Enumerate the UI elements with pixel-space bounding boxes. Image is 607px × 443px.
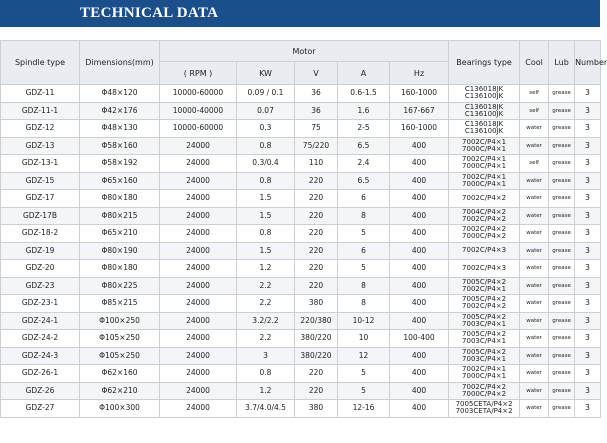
cell-cool: water xyxy=(520,312,549,330)
cell-rpm: 24000 xyxy=(160,312,237,330)
bearing-line: 7002C/P4×2 xyxy=(462,382,507,391)
technical-data-table-wrap xyxy=(0,40,607,418)
cell-lub: grease xyxy=(549,382,575,400)
cell-dimensions: Φ85×215 xyxy=(80,295,160,313)
cell-spindle-type: GDZ-24-1 xyxy=(1,312,80,330)
bearing-line: 7002C/P4×2 xyxy=(462,193,507,202)
bearing-line: 7002C/P4×1 xyxy=(462,137,507,146)
cell-number: 3 xyxy=(575,172,601,190)
bearing-line: 7005C/P4×2 xyxy=(462,312,507,321)
cell-rpm: 24000 xyxy=(160,155,237,173)
cell-cool: self xyxy=(520,85,549,103)
cell-hz: 400 xyxy=(390,172,449,190)
cell-cool: self xyxy=(520,102,549,120)
cell-rpm: 24000 xyxy=(160,295,237,313)
cell-lub: grease xyxy=(549,190,575,208)
bearing-line: 7002C/P4×1 xyxy=(462,365,507,374)
cell-cool: water xyxy=(520,172,549,190)
col-header-cool: Cool xyxy=(520,41,549,85)
cell-a: 6.5 xyxy=(338,137,390,155)
cell-a: 1.6 xyxy=(338,102,390,120)
cell-number: 3 xyxy=(575,400,601,418)
cell-bearings xyxy=(449,330,520,348)
cell-lub: grease xyxy=(549,242,575,260)
cell-hz: 167-667 xyxy=(390,102,449,120)
bearing-line: 7002C/P4×3 xyxy=(462,246,507,255)
cell-lub: grease xyxy=(549,347,575,365)
cell-spindle-type: GDZ-13 xyxy=(1,137,80,155)
cell-bearings xyxy=(449,190,520,208)
cell-rpm: 24000 xyxy=(160,225,237,243)
table-row xyxy=(1,312,601,330)
cell-cool: water xyxy=(520,295,549,313)
cell-kw: 0.8 xyxy=(237,225,295,243)
cell-hz: 160-1000 xyxy=(390,85,449,103)
cell-number: 3 xyxy=(575,295,601,313)
cell-dimensions: Φ42×176 xyxy=(80,102,160,120)
cell-rpm: 24000 xyxy=(160,242,237,260)
cell-cool: self xyxy=(520,155,549,173)
bearing-line: 7000C/P4×1 xyxy=(462,162,507,171)
cell-v: 220 xyxy=(295,382,338,400)
cell-rpm: 10000-60000 xyxy=(160,120,237,138)
cell-a: 0.6-1.5 xyxy=(338,85,390,103)
cell-number: 3 xyxy=(575,207,601,225)
cell-kw: 0.3 xyxy=(237,120,295,138)
cell-v: 75/220 xyxy=(295,137,338,155)
cell-v: 220 xyxy=(295,277,338,295)
cell-dimensions: Φ58×160 xyxy=(80,137,160,155)
col-header-dimensions: Dimensions(mm) xyxy=(80,41,160,85)
bearing-line: 7002C/P4×3 xyxy=(462,263,507,272)
cell-kw: 2.2 xyxy=(237,295,295,313)
cell-kw: 3.7/4.0/4.5 xyxy=(237,400,295,418)
bearing-line: 7003C/P4×1 xyxy=(462,319,507,328)
cell-lub: grease xyxy=(549,312,575,330)
table-row xyxy=(1,277,601,295)
cell-v: 380 xyxy=(295,400,338,418)
bearing-line: 7003C/P4×1 xyxy=(462,354,507,363)
cell-kw: 2.2 xyxy=(237,277,295,295)
table-row xyxy=(1,242,601,260)
cell-number: 3 xyxy=(575,242,601,260)
bearing-line: 7003C/P4×1 xyxy=(462,337,507,346)
cell-number: 3 xyxy=(575,277,601,295)
bearing-line: 7002C/P4×2 xyxy=(462,225,507,234)
bearing-line: C136100JK xyxy=(464,109,504,118)
bearing-line: 7002C/P4×2 xyxy=(462,214,507,223)
cell-lub: grease xyxy=(549,155,575,173)
bearing-line: 7005C/P4×2 xyxy=(462,347,507,356)
col-header-a: A xyxy=(338,62,390,85)
cell-dimensions: Φ62×160 xyxy=(80,365,160,383)
cell-spindle-type: GDZ-24-3 xyxy=(1,347,80,365)
bearing-line: 7002C/P4×1 xyxy=(462,155,507,164)
cell-bearings xyxy=(449,277,520,295)
cell-lub: grease xyxy=(549,295,575,313)
cell-number: 3 xyxy=(575,155,601,173)
bearing-line: 7000C/P4×2 xyxy=(462,389,507,398)
cell-dimensions: Φ105×250 xyxy=(80,347,160,365)
cell-number: 3 xyxy=(575,137,601,155)
cell-bearings xyxy=(449,225,520,243)
bearing-line: 7000C/P4×1 xyxy=(462,144,507,153)
cell-cool: water xyxy=(520,277,549,295)
cell-kw: 1.2 xyxy=(237,382,295,400)
cell-cool: water xyxy=(520,225,549,243)
bearing-line: 7000C/P4×1 xyxy=(462,372,507,381)
cell-lub: grease xyxy=(549,330,575,348)
cell-lub: grease xyxy=(549,85,575,103)
technical-data-table xyxy=(0,40,607,418)
cell-a: 12 xyxy=(338,347,390,365)
bearing-line: 7005C/P4×2 xyxy=(462,330,507,339)
cell-v: 380 xyxy=(295,295,338,313)
cell-dimensions: Φ58×192 xyxy=(80,155,160,173)
cell-cool: water xyxy=(520,347,549,365)
cell-bearings xyxy=(449,242,520,260)
cell-kw: 1.5 xyxy=(237,190,295,208)
cell-bearings xyxy=(449,295,520,313)
cell-spindle-type: GDZ-26 xyxy=(1,382,80,400)
cell-rpm: 24000 xyxy=(160,172,237,190)
cell-kw: 1.5 xyxy=(237,207,295,225)
col-header-motor: Motor xyxy=(160,41,449,62)
cell-spindle-type: GDZ-17B xyxy=(1,207,80,225)
cell-kw: 0.09 / 0.1 xyxy=(237,85,295,103)
cell-hz: 400 xyxy=(390,207,449,225)
cell-bearings xyxy=(449,312,520,330)
table-row xyxy=(1,225,601,243)
cell-hz: 400 xyxy=(390,155,449,173)
cell-bearings xyxy=(449,400,520,418)
cell-spindle-type: GDZ-11 xyxy=(1,85,80,103)
cell-dimensions: Φ80×190 xyxy=(80,242,160,260)
cell-cool: water xyxy=(520,330,549,348)
cell-v: 220 xyxy=(295,242,338,260)
cell-dimensions: Φ65×160 xyxy=(80,172,160,190)
page-title: TECHNICAL DATA xyxy=(80,5,219,21)
cell-spindle-type: GDZ-19 xyxy=(1,242,80,260)
bearing-line: 7003CETA/P4×2 xyxy=(455,407,513,416)
cell-hz: 400 xyxy=(390,277,449,295)
cell-rpm: 24000 xyxy=(160,330,237,348)
cell-a: 5 xyxy=(338,225,390,243)
table-row xyxy=(1,120,601,138)
cell-rpm: 24000 xyxy=(160,190,237,208)
cell-rpm: 24000 xyxy=(160,277,237,295)
cell-spindle-type: GDZ-27 xyxy=(1,400,80,418)
cell-dimensions: Φ80×180 xyxy=(80,260,160,278)
cell-hz: 400 xyxy=(390,295,449,313)
cell-a: 10-12 xyxy=(338,312,390,330)
cell-dimensions: Φ80×225 xyxy=(80,277,160,295)
cell-bearings xyxy=(449,382,520,400)
cell-rpm: 24000 xyxy=(160,400,237,418)
table-row xyxy=(1,190,601,208)
cell-number: 3 xyxy=(575,260,601,278)
cell-spindle-type: GDZ-23 xyxy=(1,277,80,295)
cell-spindle-type: GDZ-15 xyxy=(1,172,80,190)
cell-rpm: 24000 xyxy=(160,207,237,225)
cell-rpm: 10000-40000 xyxy=(160,102,237,120)
cell-kw: 0.8 xyxy=(237,172,295,190)
cell-lub: grease xyxy=(549,172,575,190)
cell-dimensions: Φ48×120 xyxy=(80,85,160,103)
table-row xyxy=(1,347,601,365)
cell-cool: water xyxy=(520,260,549,278)
cell-spindle-type: GDZ-11-1 xyxy=(1,102,80,120)
cell-spindle-type: GDZ-17 xyxy=(1,190,80,208)
cell-number: 3 xyxy=(575,120,601,138)
cell-kw: 3.2/2.2 xyxy=(237,312,295,330)
cell-dimensions: Φ100×300 xyxy=(80,400,160,418)
cell-hz: 400 xyxy=(390,382,449,400)
cell-cool: water xyxy=(520,400,549,418)
cell-v: 380/220 xyxy=(295,330,338,348)
header-banner xyxy=(0,0,600,27)
cell-hz: 400 xyxy=(390,242,449,260)
cell-spindle-type: GDZ-12 xyxy=(1,120,80,138)
table-row xyxy=(1,102,601,120)
cell-v: 380/220 xyxy=(295,347,338,365)
cell-bearings xyxy=(449,155,520,173)
bearing-line: 7000C/P4×1 xyxy=(462,179,507,188)
cell-lub: grease xyxy=(549,137,575,155)
cell-v: 36 xyxy=(295,102,338,120)
table-row xyxy=(1,155,601,173)
col-header-v: V xyxy=(295,62,338,85)
cell-spindle-type: GDZ-23-1 xyxy=(1,295,80,313)
col-header-rpm: ( RPM ) xyxy=(160,62,237,85)
cell-number: 3 xyxy=(575,225,601,243)
cell-v: 220 xyxy=(295,207,338,225)
cell-kw: 2.2 xyxy=(237,330,295,348)
bearing-line: 7005C/P4×2 xyxy=(462,295,507,304)
cell-bearings xyxy=(449,207,520,225)
cell-dimensions: Φ65×210 xyxy=(80,225,160,243)
cell-hz: 400 xyxy=(390,190,449,208)
cell-lub: grease xyxy=(549,225,575,243)
cell-hz: 100-400 xyxy=(390,330,449,348)
bearing-line: C136018JK xyxy=(464,85,504,94)
cell-dimensions: Φ48×130 xyxy=(80,120,160,138)
cell-kw: 0.07 xyxy=(237,102,295,120)
bearing-line: 7002C/P4×1 xyxy=(462,284,507,293)
bearing-line: 7000C/P4×2 xyxy=(462,232,507,241)
cell-rpm: 24000 xyxy=(160,260,237,278)
table-row xyxy=(1,172,601,190)
cell-a: 2.4 xyxy=(338,155,390,173)
cell-dimensions: Φ80×215 xyxy=(80,207,160,225)
cell-hz: 400 xyxy=(390,260,449,278)
cell-dimensions: Φ105×250 xyxy=(80,330,160,348)
cell-dimensions: Φ62×210 xyxy=(80,382,160,400)
cell-kw: 0.8 xyxy=(237,365,295,383)
cell-rpm: 24000 xyxy=(160,365,237,383)
cell-bearings xyxy=(449,85,520,103)
cell-lub: grease xyxy=(549,365,575,383)
cell-cool: water xyxy=(520,207,549,225)
cell-hz: 400 xyxy=(390,400,449,418)
table-row xyxy=(1,330,601,348)
cell-a: 12-16 xyxy=(338,400,390,418)
cell-v: 220/380 xyxy=(295,312,338,330)
table-row xyxy=(1,382,601,400)
cell-hz: 400 xyxy=(390,347,449,365)
cell-v: 220 xyxy=(295,260,338,278)
cell-a: 5 xyxy=(338,260,390,278)
cell-bearings xyxy=(449,137,520,155)
cell-bearings xyxy=(449,365,520,383)
cell-lub: grease xyxy=(549,120,575,138)
cell-cool: water xyxy=(520,242,549,260)
cell-lub: grease xyxy=(549,260,575,278)
cell-lub: grease xyxy=(549,277,575,295)
cell-a: 6.5 xyxy=(338,172,390,190)
table-row xyxy=(1,137,601,155)
cell-spindle-type: GDZ-18-2 xyxy=(1,225,80,243)
cell-kw: 1.2 xyxy=(237,260,295,278)
bearing-line: 7002C/P4×2 xyxy=(462,302,507,311)
cell-spindle-type: GDZ-13-1 xyxy=(1,155,80,173)
cell-number: 3 xyxy=(575,347,601,365)
cell-v: 220 xyxy=(295,225,338,243)
table-body xyxy=(1,85,601,418)
col-header-hz: Hz xyxy=(390,62,449,85)
table-row xyxy=(1,400,601,418)
cell-a: 5 xyxy=(338,382,390,400)
cell-a: 6 xyxy=(338,190,390,208)
cell-number: 3 xyxy=(575,382,601,400)
bearing-line: C136100JK xyxy=(464,92,504,101)
cell-number: 3 xyxy=(575,85,601,103)
cell-cool: water xyxy=(520,120,549,138)
cell-a: 5 xyxy=(338,365,390,383)
cell-hz: 400 xyxy=(390,137,449,155)
col-header-kw: KW xyxy=(237,62,295,85)
cell-spindle-type: GDZ-26-1 xyxy=(1,365,80,383)
cell-kw: 0.3/0.4 xyxy=(237,155,295,173)
cell-a: 6 xyxy=(338,242,390,260)
cell-a: 10 xyxy=(338,330,390,348)
cell-number: 3 xyxy=(575,330,601,348)
cell-cool: water xyxy=(520,382,549,400)
cell-v: 110 xyxy=(295,155,338,173)
table-row xyxy=(1,207,601,225)
table-row xyxy=(1,365,601,383)
cell-dimensions: Φ100×250 xyxy=(80,312,160,330)
cell-number: 3 xyxy=(575,190,601,208)
cell-kw: 3 xyxy=(237,347,295,365)
cell-a: 8 xyxy=(338,277,390,295)
cell-cool: water xyxy=(520,365,549,383)
cell-hz: 400 xyxy=(390,312,449,330)
cell-lub: grease xyxy=(549,102,575,120)
cell-bearings xyxy=(449,260,520,278)
cell-bearings xyxy=(449,120,520,138)
cell-bearings xyxy=(449,102,520,120)
cell-hz: 160-1000 xyxy=(390,120,449,138)
bearing-line: 7002C/P4×1 xyxy=(462,172,507,181)
cell-rpm: 24000 xyxy=(160,137,237,155)
cell-rpm: 24000 xyxy=(160,382,237,400)
bearing-line: 7005C/P4×2 xyxy=(462,277,507,286)
table-row xyxy=(1,260,601,278)
table-header xyxy=(1,41,607,85)
cell-v: 36 xyxy=(295,85,338,103)
cell-a: 2-5 xyxy=(338,120,390,138)
bearing-line: 7004C/P4×2 xyxy=(462,207,507,216)
cell-number: 3 xyxy=(575,312,601,330)
cell-hz: 400 xyxy=(390,365,449,383)
cell-number: 3 xyxy=(575,102,601,120)
table-row xyxy=(1,295,601,313)
cell-v: 220 xyxy=(295,172,338,190)
cell-spindle-type: GDZ-24-2 xyxy=(1,330,80,348)
cell-lub: grease xyxy=(549,207,575,225)
bearing-line: C136100JK xyxy=(464,127,504,136)
cell-number: 3 xyxy=(575,365,601,383)
cell-v: 75 xyxy=(295,120,338,138)
col-header-spindle-type: Spindle type xyxy=(1,41,80,85)
cell-bearings xyxy=(449,347,520,365)
cell-v: 220 xyxy=(295,365,338,383)
cell-cool: water xyxy=(520,137,549,155)
col-header-number: Number xyxy=(575,41,601,85)
table-row xyxy=(1,85,601,103)
cell-v: 220 xyxy=(295,190,338,208)
col-header-bearings: Bearings type xyxy=(449,41,520,85)
cell-a: 8 xyxy=(338,295,390,313)
cell-spindle-type: GDZ-20 xyxy=(1,260,80,278)
cell-kw: 0.8 xyxy=(237,137,295,155)
bearing-line: C136018JK xyxy=(464,120,504,129)
cell-a: 8 xyxy=(338,207,390,225)
cell-cool: water xyxy=(520,190,549,208)
bearing-line: C136018JK xyxy=(464,102,504,111)
col-header-lub: Lub xyxy=(549,41,575,85)
cell-lub: grease xyxy=(549,400,575,418)
cell-hz: 400 xyxy=(390,225,449,243)
cell-bearings xyxy=(449,172,520,190)
cell-kw: 1.5 xyxy=(237,242,295,260)
bearing-line: 7005CETA/P4×2 xyxy=(455,400,513,409)
cell-rpm: 24000 xyxy=(160,347,237,365)
cell-dimensions: Φ80×180 xyxy=(80,190,160,208)
cell-rpm: 10000-60000 xyxy=(160,85,237,103)
